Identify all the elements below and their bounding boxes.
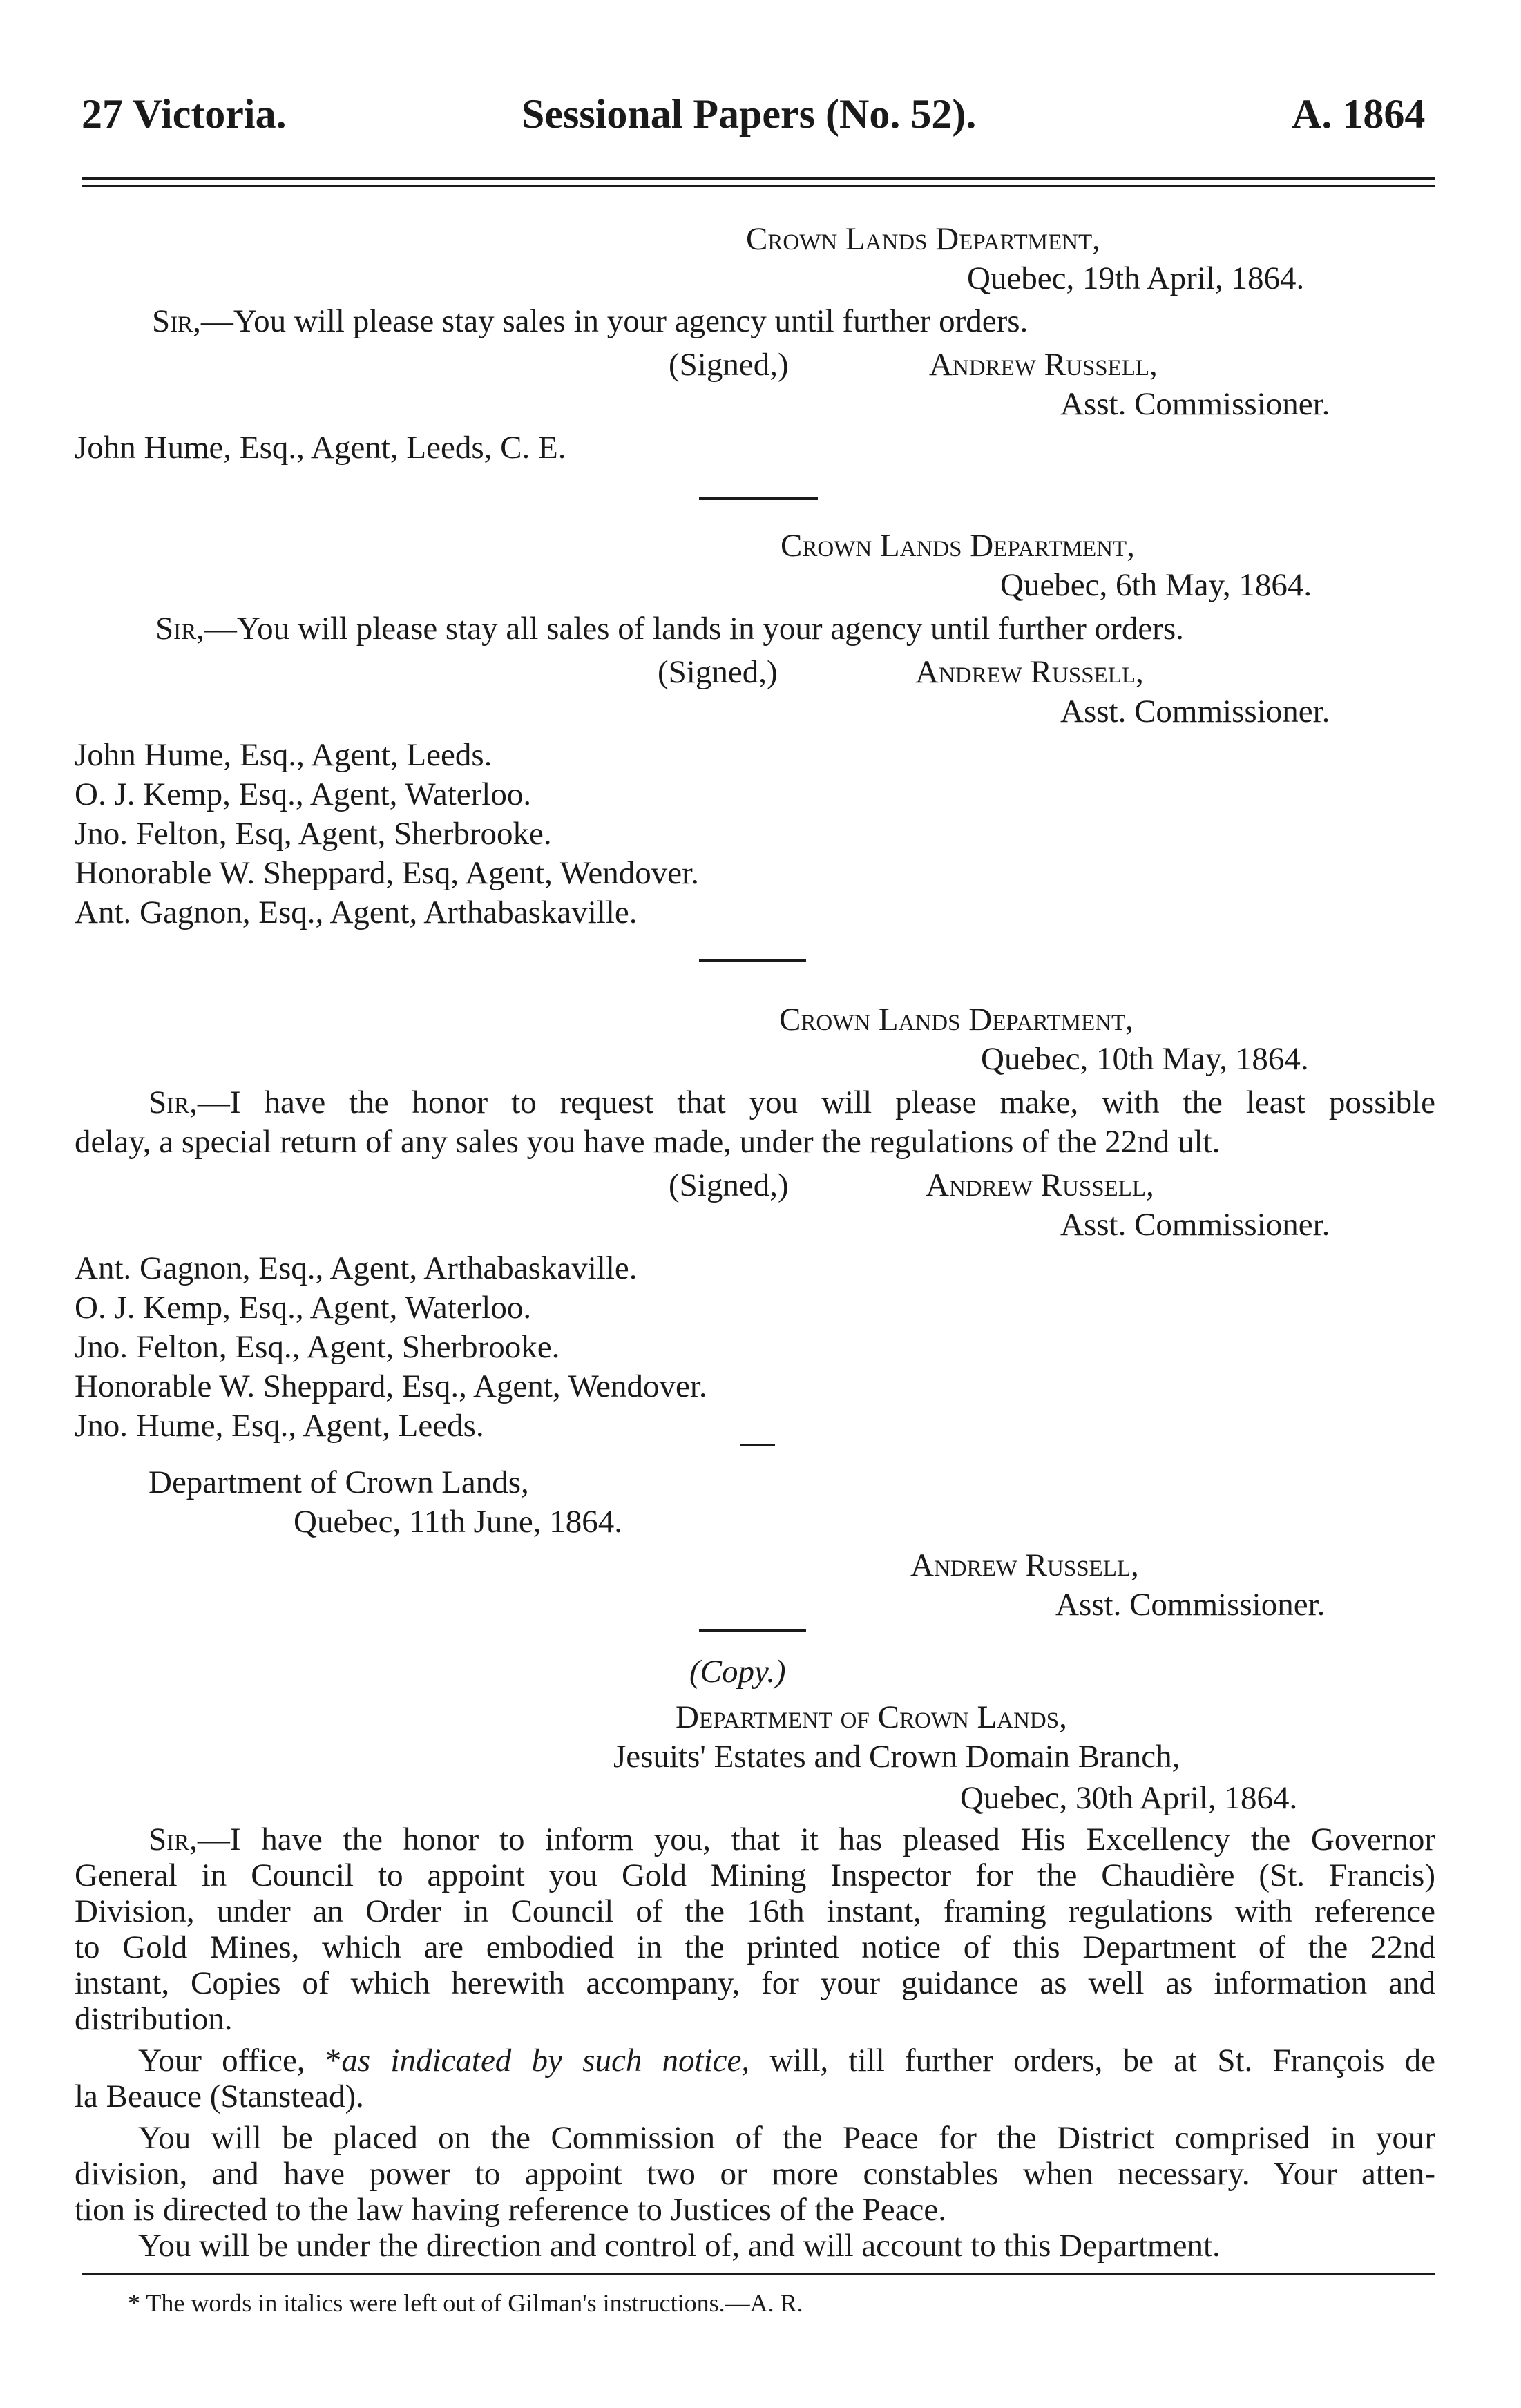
header-rule-bottom <box>82 185 1435 187</box>
separator <box>740 1444 775 1446</box>
certification-title: Asst. Commissioner. <box>1055 1587 1326 1623</box>
letter2-text: —You will please stay all sales of lands in your agency until further orders. <box>204 611 1184 647</box>
letter4-para1-line: instant, Copies of which herewith accompany, for your guidance as well as information and <box>75 1965 1435 2001</box>
letter4-branch: Jesuits' Estates and Crown Domain Branch, <box>613 1739 1180 1775</box>
letter3-date: Quebec, 10th May, 1864. <box>981 1041 1309 1077</box>
letter2-recipient: Jno. Felton, Esq, Agent, Sherbrooke. <box>75 816 552 852</box>
letter1-body <box>152 302 1028 341</box>
letter4-para3-line: You will be placed on the Commission of the Peace for the District comprised in your <box>138 2120 1435 2156</box>
separator <box>699 1629 806 1632</box>
letter4-para2-line: la Beauce (Stanstead). <box>75 2079 364 2114</box>
letter2-body <box>155 609 1184 649</box>
letter4-date: Quebec, 30th April, 1864. <box>960 1780 1298 1816</box>
letter4-para2-line <box>138 2041 1435 2081</box>
letter2-signer: Andrew Russell, <box>915 654 1144 690</box>
letter2-recipient: O. J. Kemp, Esq., Agent, Waterloo. <box>75 776 532 812</box>
letter1-text: —You will please stay sales in your agency until further orders. <box>200 303 1029 339</box>
letter2-recipient: Honorable W. Sheppard, Esq, Agent, Wendover. <box>75 855 699 891</box>
footnote-rule <box>82 2273 1435 2275</box>
letter3-text: —I have the honor to request that you will please make, with the least possible <box>197 1084 1435 1120</box>
letter1-salutation: Sir, <box>152 303 201 339</box>
header-year: A. 1864 <box>1292 91 1426 137</box>
header-title: Sessional Papers (No. 52). <box>522 91 977 137</box>
letter3-recipient: O. J. Kemp, Esq., Agent, Waterloo. <box>75 1290 532 1326</box>
letter3-recipient: Jno. Felton, Esq., Agent, Sherbrooke. <box>75 1329 560 1365</box>
header-rule-top <box>82 177 1435 180</box>
letter3-recipient: Jno. Hume, Esq., Agent, Leeds. <box>75 1408 484 1444</box>
letter1-department: Crown Lands Department, <box>746 221 1100 257</box>
certification-date: Quebec, 11th June, 1864. <box>294 1504 622 1540</box>
certification-department: Department of Crown Lands, <box>149 1464 529 1500</box>
letter4-para1-line <box>149 1820 1435 1860</box>
letter3-recipient: Ant. Gagnon, Esq., Agent, Arthabaskaville. <box>75 1250 638 1286</box>
letter1-title: Asst. Commissioner. <box>1060 386 1330 422</box>
letter3-recipient: Honorable W. Sheppard, Esq., Agent, Wendover. <box>75 1368 707 1404</box>
letter3-title: Asst. Commissioner. <box>1060 1207 1330 1243</box>
letter4-para1-line: distribution. <box>75 2001 233 2037</box>
letter3-body-line <box>149 1083 1435 1122</box>
letter1-recipient: John Hume, Esq., Agent, Leeds, C. E. <box>75 430 566 466</box>
letter1-signed: (Signed,) <box>669 347 789 383</box>
letter4-salutation: Sir, <box>149 1822 198 1857</box>
letter3-salutation: Sir, <box>149 1084 198 1120</box>
letter4-department: Department of Crown Lands, <box>676 1699 1067 1735</box>
footnote: * The words in italics were left out of Gilman's instructions.—A. R. <box>128 2289 803 2317</box>
certification-signer: Andrew Russell, <box>910 1547 1139 1583</box>
separator <box>699 959 806 962</box>
letter4-para1-text: —I have the honor to inform you, that it has pleased His Excellency the Governor <box>197 1822 1435 1857</box>
letter3-signer: Andrew Russell, <box>926 1167 1154 1203</box>
letter1-signer: Andrew Russell, <box>929 347 1158 383</box>
letter3-body-line: delay, a special return of any sales you have made, under the regulations of the 22nd ult. <box>75 1124 1221 1160</box>
letter1-date: Quebec, 19th April, 1864. <box>967 260 1305 296</box>
letter4-para4: You will be under the direction and control of, and will account to this Department. <box>138 2228 1221 2264</box>
letter3-signed: (Signed,) <box>669 1167 789 1203</box>
header-session: 27 Victoria. <box>82 91 287 137</box>
copy-label: (Copy.) <box>689 1654 786 1690</box>
letter4-para2-rest: will, till further orders, be at St. François de <box>749 2043 1436 2079</box>
letter2-salutation: Sir, <box>155 611 204 647</box>
letter2-department: Crown Lands Department, <box>781 528 1135 564</box>
separator <box>699 497 818 500</box>
letter4-para1-line: General in Council to appoint you Gold Mining Inspector for the Chaudière (St. Francis) <box>75 1857 1435 1893</box>
letter4-para3-line: tion is directed to the law having reference to Justices of the Peace. <box>75 2192 947 2228</box>
letter4-para2-italic: as indicated by such notice, <box>341 2043 750 2079</box>
letter2-signed: (Signed,) <box>658 654 778 690</box>
letter3-department: Crown Lands Department, <box>779 1002 1133 1038</box>
letter2-date: Quebec, 6th May, 1864. <box>1000 567 1312 603</box>
letter2-recipient: Ant. Gagnon, Esq., Agent, Arthabaskaville. <box>75 895 638 930</box>
letter2-title: Asst. Commissioner. <box>1060 694 1330 729</box>
letter4-para2-start: Your office, * <box>138 2043 342 2079</box>
letter4-para1-line: to Gold Mines, which are embodied in the printed notice of this Department of the 22nd <box>75 1929 1435 1965</box>
letter4-para1-line: Division, under an Order in Council of the 16th instant, framing regulations with reference <box>75 1893 1435 1929</box>
letter4-para3-line: division, and have power to appoint two or more constables when necessary. Your atten- <box>75 2156 1435 2192</box>
letter2-recipient: John Hume, Esq., Agent, Leeds. <box>75 737 492 773</box>
